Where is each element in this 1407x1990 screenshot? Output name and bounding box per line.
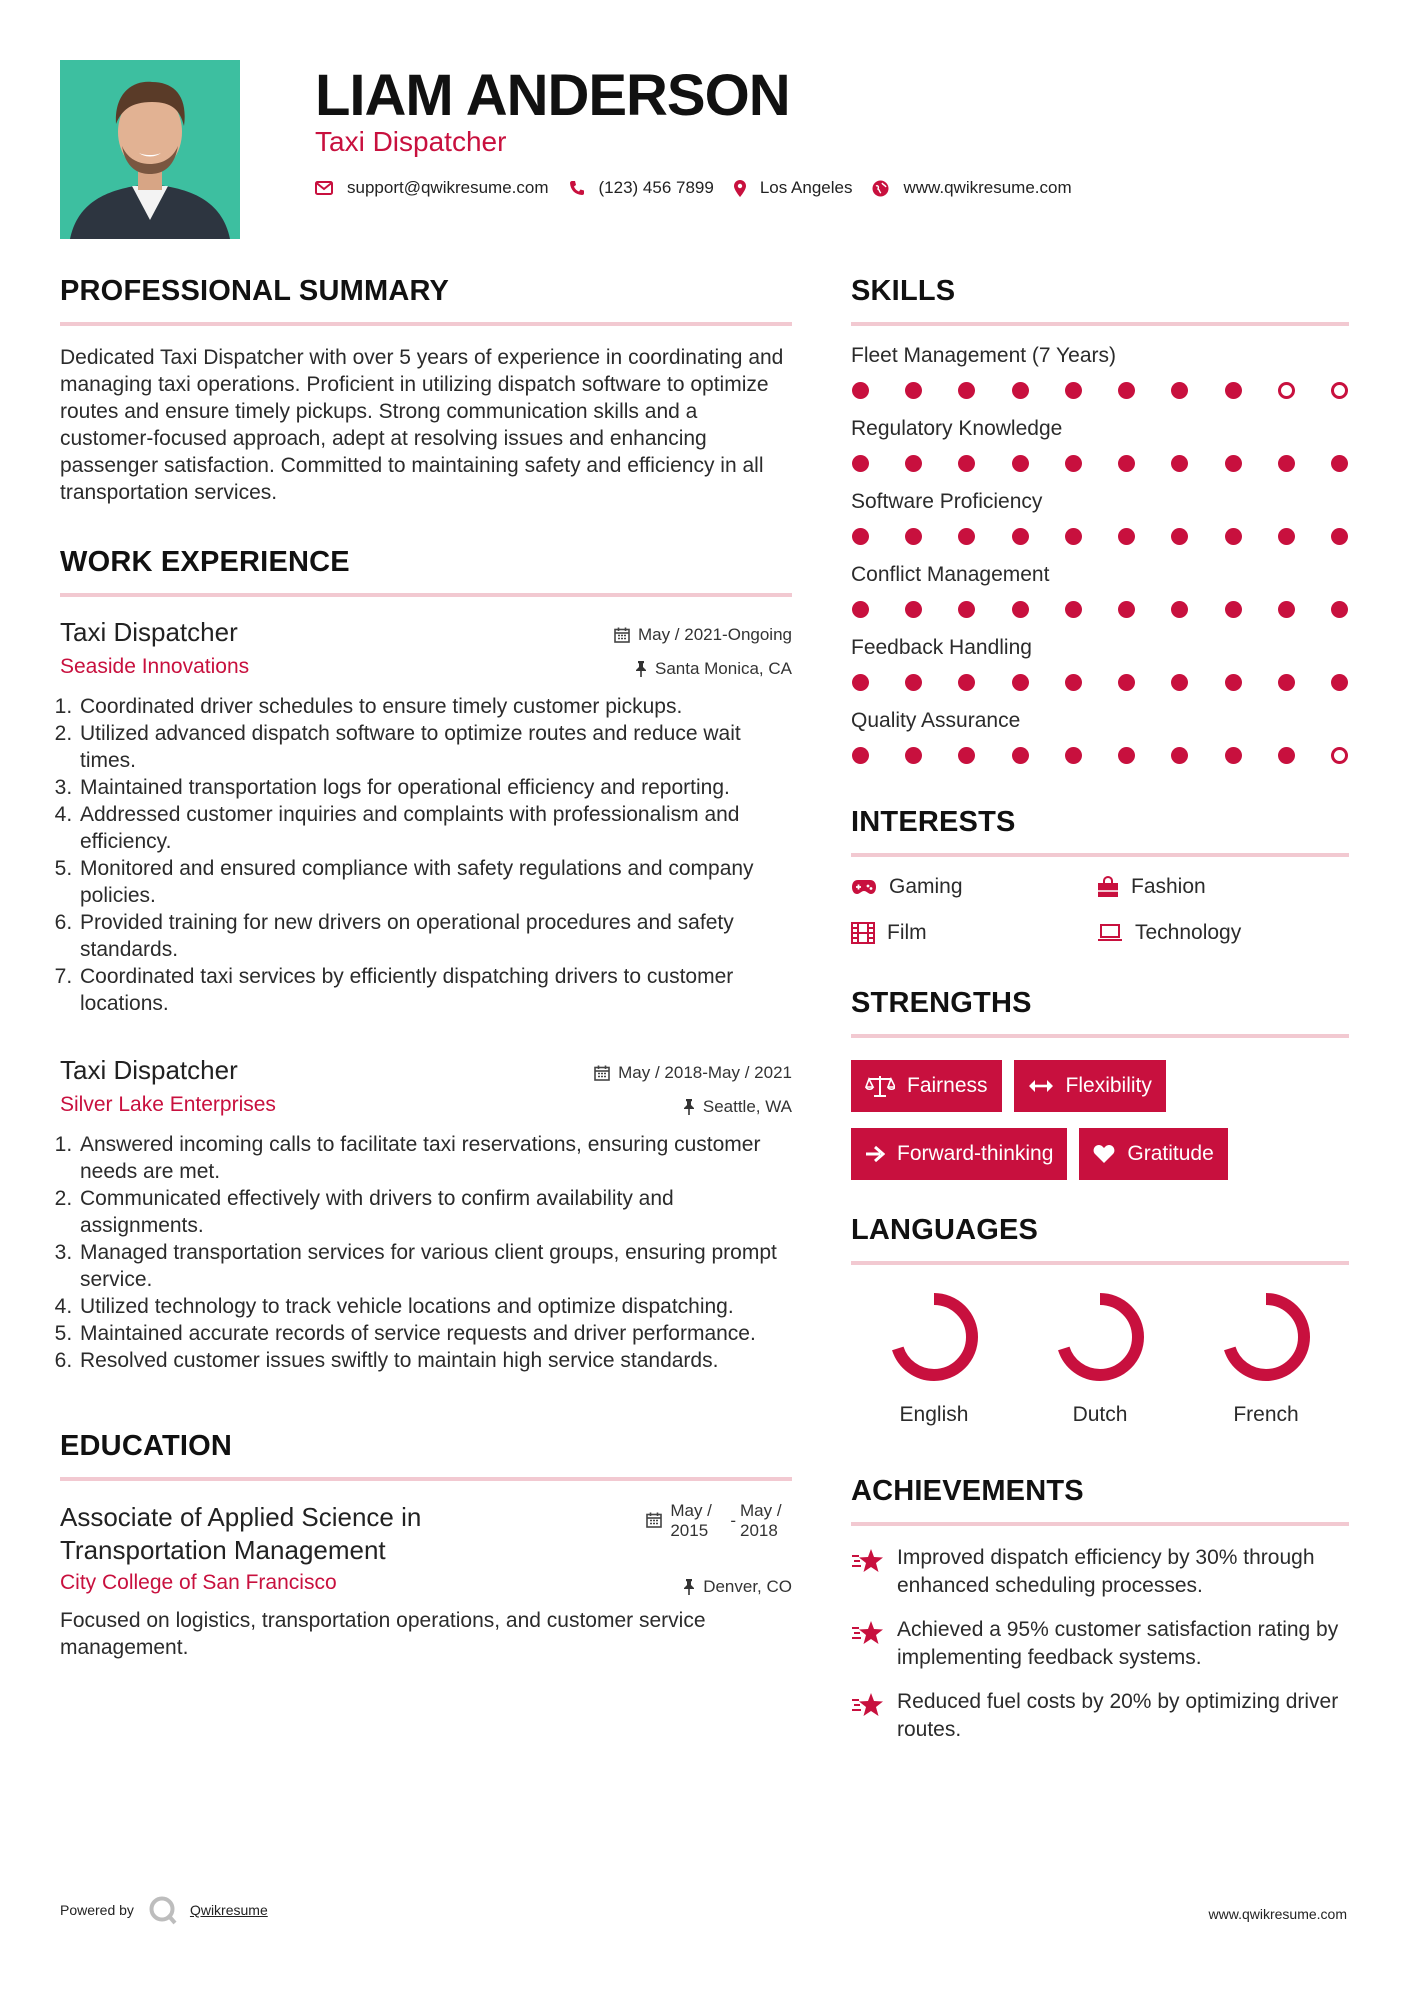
website-text: www.qwikresume.com <box>903 178 1072 197</box>
education-section <box>60 1430 792 1661</box>
resume-header <box>60 60 1350 240</box>
rating-dot-filled <box>1118 455 1135 472</box>
rating-dot-filled <box>1012 674 1029 691</box>
rating-dot-filled <box>1118 674 1135 691</box>
achievement-item <box>851 1616 1349 1672</box>
skill-item <box>851 417 1349 472</box>
film-icon <box>851 922 875 944</box>
rating-dot-filled <box>1065 674 1082 691</box>
strength-label: Forward-thinking <box>897 1142 1054 1165</box>
section-title: PROFESSIONAL SUMMARY <box>60 275 450 307</box>
rating-dot-filled <box>852 674 869 691</box>
education-location <box>683 1577 792 1597</box>
rating-dot-filled <box>1118 747 1135 764</box>
strength-badge <box>851 1060 1002 1112</box>
rating-dot-filled <box>1331 528 1348 545</box>
duties-list <box>60 693 792 1017</box>
interest-label: Technology <box>1135 921 1242 944</box>
rating-dot-filled <box>1278 674 1295 691</box>
job-date-text: May / 2021-Ongoing <box>637 625 792 644</box>
rating-dot-filled <box>1118 382 1135 399</box>
skill-item <box>851 709 1349 764</box>
calendar-icon <box>646 1512 662 1528</box>
rating-dot-filled <box>1171 455 1188 472</box>
skill-name: Conflict Management <box>851 563 1050 586</box>
rating-dot-filled <box>1225 674 1242 691</box>
rating-dot-filled <box>1171 601 1188 618</box>
rating-dot-filled <box>1225 528 1242 545</box>
right-column <box>851 275 1349 1744</box>
section-divider <box>851 1261 1349 1265</box>
education-description: Focused on logistics, transportation operations, and customer service management. <box>60 1609 706 1659</box>
rating-dot-filled <box>1278 455 1295 472</box>
rating-dot-filled <box>852 528 869 545</box>
job-location-text: Seattle, WA <box>702 1097 792 1116</box>
skill-item <box>851 344 1349 399</box>
skill-rating <box>851 382 1349 399</box>
rating-dot-filled <box>1278 601 1295 618</box>
interest-label: Film <box>887 921 927 944</box>
language-proficiency-ring <box>1216 1287 1316 1387</box>
rating-dot-filled <box>905 674 922 691</box>
skill-rating <box>851 528 1349 545</box>
calendar-icon <box>614 627 630 643</box>
achievements-section <box>851 1475 1349 1744</box>
qwikresume-link[interactable]: Qwikresume <box>189 1902 268 1918</box>
language-level-arc <box>1062 1299 1138 1375</box>
rating-dot-filled <box>1278 528 1295 545</box>
contact-phone[interactable] <box>569 178 714 198</box>
job-date <box>594 1063 792 1083</box>
list-item: 7. Coordinated taxi services by efficiently dispatching drivers to customer locations. <box>78 963 792 1017</box>
section-divider <box>60 593 792 597</box>
arrows-horizontal-icon <box>1028 1079 1054 1093</box>
rating-dot-filled <box>1171 747 1188 764</box>
skill-rating <box>851 747 1349 764</box>
rating-dot-filled <box>1331 455 1348 472</box>
education-location-text: Denver, CO <box>703 1577 792 1596</box>
rating-dot-filled <box>1118 528 1135 545</box>
job-location <box>635 659 792 679</box>
rating-dot-filled <box>852 747 869 764</box>
section-divider <box>60 322 792 326</box>
skills-list <box>851 344 1349 764</box>
rating-dot-filled <box>1065 382 1082 399</box>
rating-dot-filled <box>1225 382 1242 399</box>
language-item <box>1183 1287 1349 1427</box>
rating-dot-filled <box>1118 601 1135 618</box>
rating-dot-filled <box>1331 601 1348 618</box>
rating-dot-filled <box>905 382 922 399</box>
rating-dot-filled <box>1225 601 1242 618</box>
strength-label: Gratitude <box>1127 1142 1214 1165</box>
job-company: Silver Lake Enterprises <box>60 1093 276 1116</box>
rating-dot-filled <box>1331 674 1348 691</box>
qwikresume-logo-icon <box>148 1895 178 1925</box>
interests-section <box>851 806 1349 945</box>
candidate-name: LIAM ANDERSON <box>315 63 790 128</box>
contact-bar <box>315 178 1092 198</box>
list-item: 2. Utilized advanced dispatch software to optimize routes and reduce wait times. <box>78 720 792 774</box>
balance-scale-icon <box>865 1075 895 1097</box>
achievement-item <box>851 1688 1349 1744</box>
rating-dot-filled <box>1225 455 1242 472</box>
summary-section <box>60 275 792 506</box>
footer-powered-by <box>60 1895 268 1925</box>
list-item: 3. Maintained transportation logs for operational efficiency and reporting. <box>78 774 792 801</box>
powered-by-label: Powered by <box>60 1902 134 1918</box>
language-proficiency-ring <box>884 1287 984 1387</box>
list-item: 6. Resolved customer issues swiftly to maintain high service standards. <box>78 1347 792 1374</box>
skill-rating <box>851 601 1349 618</box>
job-entry <box>60 617 792 1017</box>
language-proficiency-ring <box>1050 1287 1150 1387</box>
strength-label: Flexibility <box>1065 1074 1152 1097</box>
rating-dot-filled <box>1012 601 1029 618</box>
skill-item <box>851 563 1349 618</box>
profile-photo <box>60 60 240 239</box>
rating-dot-filled <box>1012 747 1029 764</box>
strength-badge <box>851 1128 1067 1180</box>
rating-dot-empty <box>1331 747 1348 764</box>
language-level-arc <box>896 1299 972 1375</box>
job-title: Taxi Dispatcher <box>60 617 238 647</box>
job-title: Taxi Dispatcher <box>60 1055 238 1085</box>
skill-name: Quality Assurance <box>851 709 1021 732</box>
gamepad-icon <box>851 879 877 895</box>
rating-dot-filled <box>1065 528 1082 545</box>
job-location <box>683 1097 792 1117</box>
heart-icon <box>1093 1144 1115 1164</box>
job-date-text: May / 2018-May / 2021 <box>618 1063 792 1082</box>
list-item: 1. Answered incoming calls to facilitate taxi reservations, ensuring customer needs are met. <box>78 1131 792 1185</box>
list-item: 6. Provided training for new drivers on operational procedures and safety standards. <box>78 909 792 963</box>
rating-dot-filled <box>1012 528 1029 545</box>
achievement-item <box>851 1544 1349 1600</box>
job-company: Seaside Innovations <box>60 655 250 678</box>
section-divider <box>851 1034 1349 1038</box>
interest-label: Fashion <box>1131 875 1206 898</box>
section-title: ACHIEVEMENTS <box>851 1475 1084 1507</box>
calendar-icon <box>594 1065 610 1081</box>
rating-dot-filled <box>852 455 869 472</box>
contact-website[interactable] <box>872 178 1071 198</box>
star-icon <box>851 1620 885 1646</box>
summary-text: Dedicated Taxi Dispatcher with over 5 years of experience in coordinating and managing taxi operations. Proficient in utilizing dispatch software to optimize routes and ensure timely pickups. Strong communication skills and a customer-focused approach, adept at resolving issues and enhancing passenger satisfaction. Committed to maintaining safety and efficiency in all transportation services. <box>60 346 784 504</box>
email-text: support@qwikresume.com <box>347 178 549 197</box>
end-date: May / 2018 <box>740 1501 782 1540</box>
strength-badge <box>1079 1128 1227 1180</box>
experience-section <box>60 546 792 1374</box>
pushpin-icon <box>683 1579 695 1595</box>
interest-item <box>1097 875 1337 899</box>
list-item: 2. Communicated effectively with drivers to confirm availability and assignments. <box>78 1185 792 1239</box>
language-name: Dutch <box>1072 1403 1128 1426</box>
language-name: French <box>1233 1403 1299 1426</box>
achievement-text: Improved dispatch efficiency by 30% through enhanced scheduling processes. <box>897 1546 1315 1597</box>
strength-badge <box>1014 1060 1166 1112</box>
language-item <box>1017 1287 1183 1427</box>
rating-dot-filled <box>1171 382 1188 399</box>
rating-dot-filled <box>852 382 869 399</box>
contact-email[interactable] <box>315 178 549 198</box>
job-entry <box>60 1055 792 1374</box>
rating-dot-filled <box>1012 382 1029 399</box>
shopping-bag-icon <box>1097 876 1119 898</box>
skill-rating <box>851 455 1349 472</box>
interest-item <box>851 875 1097 899</box>
job-location-text: Santa Monica, CA <box>654 659 792 678</box>
rating-dot-filled <box>958 382 975 399</box>
rating-dot-filled <box>958 528 975 545</box>
degree-title: Associate of Applied Science in Transportation Management <box>60 1502 422 1565</box>
rating-dot-filled <box>958 601 975 618</box>
pushpin-icon <box>635 661 647 677</box>
map-pin-icon <box>734 180 746 197</box>
rating-dot-filled <box>1278 747 1295 764</box>
list-item: 4. Addressed customer inquiries and complaints with professionalism and efficiency. <box>78 801 792 855</box>
rating-dot-filled <box>1171 528 1188 545</box>
languages-section <box>851 1214 1349 1427</box>
laptop-icon <box>1097 924 1123 942</box>
rating-dot-empty <box>1278 382 1295 399</box>
rating-dot-filled <box>905 747 922 764</box>
start-date: May / 2015 <box>670 1501 712 1540</box>
phone-icon <box>569 180 585 196</box>
language-name: English <box>899 1403 969 1426</box>
skill-name: Fleet Management (7 Years) <box>851 344 1116 367</box>
rating-dot-filled <box>1012 455 1029 472</box>
rating-dot-empty <box>1331 382 1348 399</box>
skill-name: Software Proficiency <box>851 490 1043 513</box>
globe-icon <box>872 180 889 197</box>
rating-dot-filled <box>905 455 922 472</box>
date-separator: - <box>730 1511 736 1530</box>
interest-label: Gaming <box>889 875 963 898</box>
rating-dot-filled <box>958 674 975 691</box>
list-item: 5. Maintained accurate records of service requests and driver performance. <box>78 1320 792 1347</box>
school-name: City College of San Francisco <box>60 1571 337 1594</box>
rating-dot-filled <box>852 601 869 618</box>
section-title: WORK EXPERIENCE <box>60 546 350 578</box>
language-item <box>851 1287 1017 1427</box>
skill-name: Regulatory Knowledge <box>851 417 1063 440</box>
star-icon <box>851 1692 885 1718</box>
star-icon <box>851 1548 885 1574</box>
phone-text: (123) 456 7899 <box>598 178 714 197</box>
achievement-text: Achieved a 95% customer satisfaction rating by implementing feedback systems. <box>897 1618 1339 1669</box>
skill-rating <box>851 674 1349 691</box>
strength-label: Fairness <box>907 1074 988 1097</box>
left-column <box>60 275 792 1661</box>
skill-item <box>851 490 1349 545</box>
duties-list <box>60 1131 792 1374</box>
education-dates <box>646 1501 792 1541</box>
skill-item <box>851 636 1349 691</box>
section-title: LANGUAGES <box>851 1214 1039 1246</box>
rating-dot-filled <box>958 455 975 472</box>
list-item: 3. Managed transportation services for various client groups, ensuring prompt service. <box>78 1239 792 1293</box>
interest-item <box>1097 921 1337 945</box>
job-date <box>614 625 792 645</box>
footer-website[interactable]: www.qwikresume.com <box>1208 1906 1347 1922</box>
rating-dot-filled <box>1171 674 1188 691</box>
section-title: STRENGTHS <box>851 987 1032 1019</box>
section-title: INTERESTS <box>851 806 1016 838</box>
section-divider <box>851 1522 1349 1526</box>
envelope-icon <box>315 181 333 195</box>
list-item: 5. Monitored and ensured compliance with safety regulations and company policies. <box>78 855 792 909</box>
location-text: Los Angeles <box>759 178 853 197</box>
arrow-right-icon <box>865 1145 885 1163</box>
strengths-section <box>851 987 1349 1180</box>
section-divider <box>851 853 1349 857</box>
language-level-arc <box>1228 1299 1304 1375</box>
candidate-title: Taxi Dispatcher <box>315 126 507 157</box>
list-item: 4. Utilized technology to track vehicle locations and optimize dispatching. <box>78 1293 792 1320</box>
education-entry <box>60 1501 792 1661</box>
rating-dot-filled <box>1065 747 1082 764</box>
interest-item <box>851 921 1097 945</box>
section-title: SKILLS <box>851 275 956 307</box>
section-title: EDUCATION <box>60 1430 233 1462</box>
rating-dot-filled <box>958 747 975 764</box>
rating-dot-filled <box>905 601 922 618</box>
contact-location <box>734 178 853 198</box>
section-divider <box>60 1477 792 1481</box>
rating-dot-filled <box>1225 747 1242 764</box>
pushpin-icon <box>683 1099 695 1115</box>
rating-dot-filled <box>905 528 922 545</box>
skill-name: Feedback Handling <box>851 636 1032 659</box>
rating-dot-filled <box>1065 455 1082 472</box>
section-divider <box>851 322 1349 326</box>
list-item: 1. Coordinated driver schedules to ensure timely customer pickups. <box>78 693 792 720</box>
rating-dot-filled <box>1065 601 1082 618</box>
achievement-text: Reduced fuel costs by 20% by optimizing driver routes. <box>897 1690 1339 1741</box>
skills-section <box>851 275 1349 764</box>
